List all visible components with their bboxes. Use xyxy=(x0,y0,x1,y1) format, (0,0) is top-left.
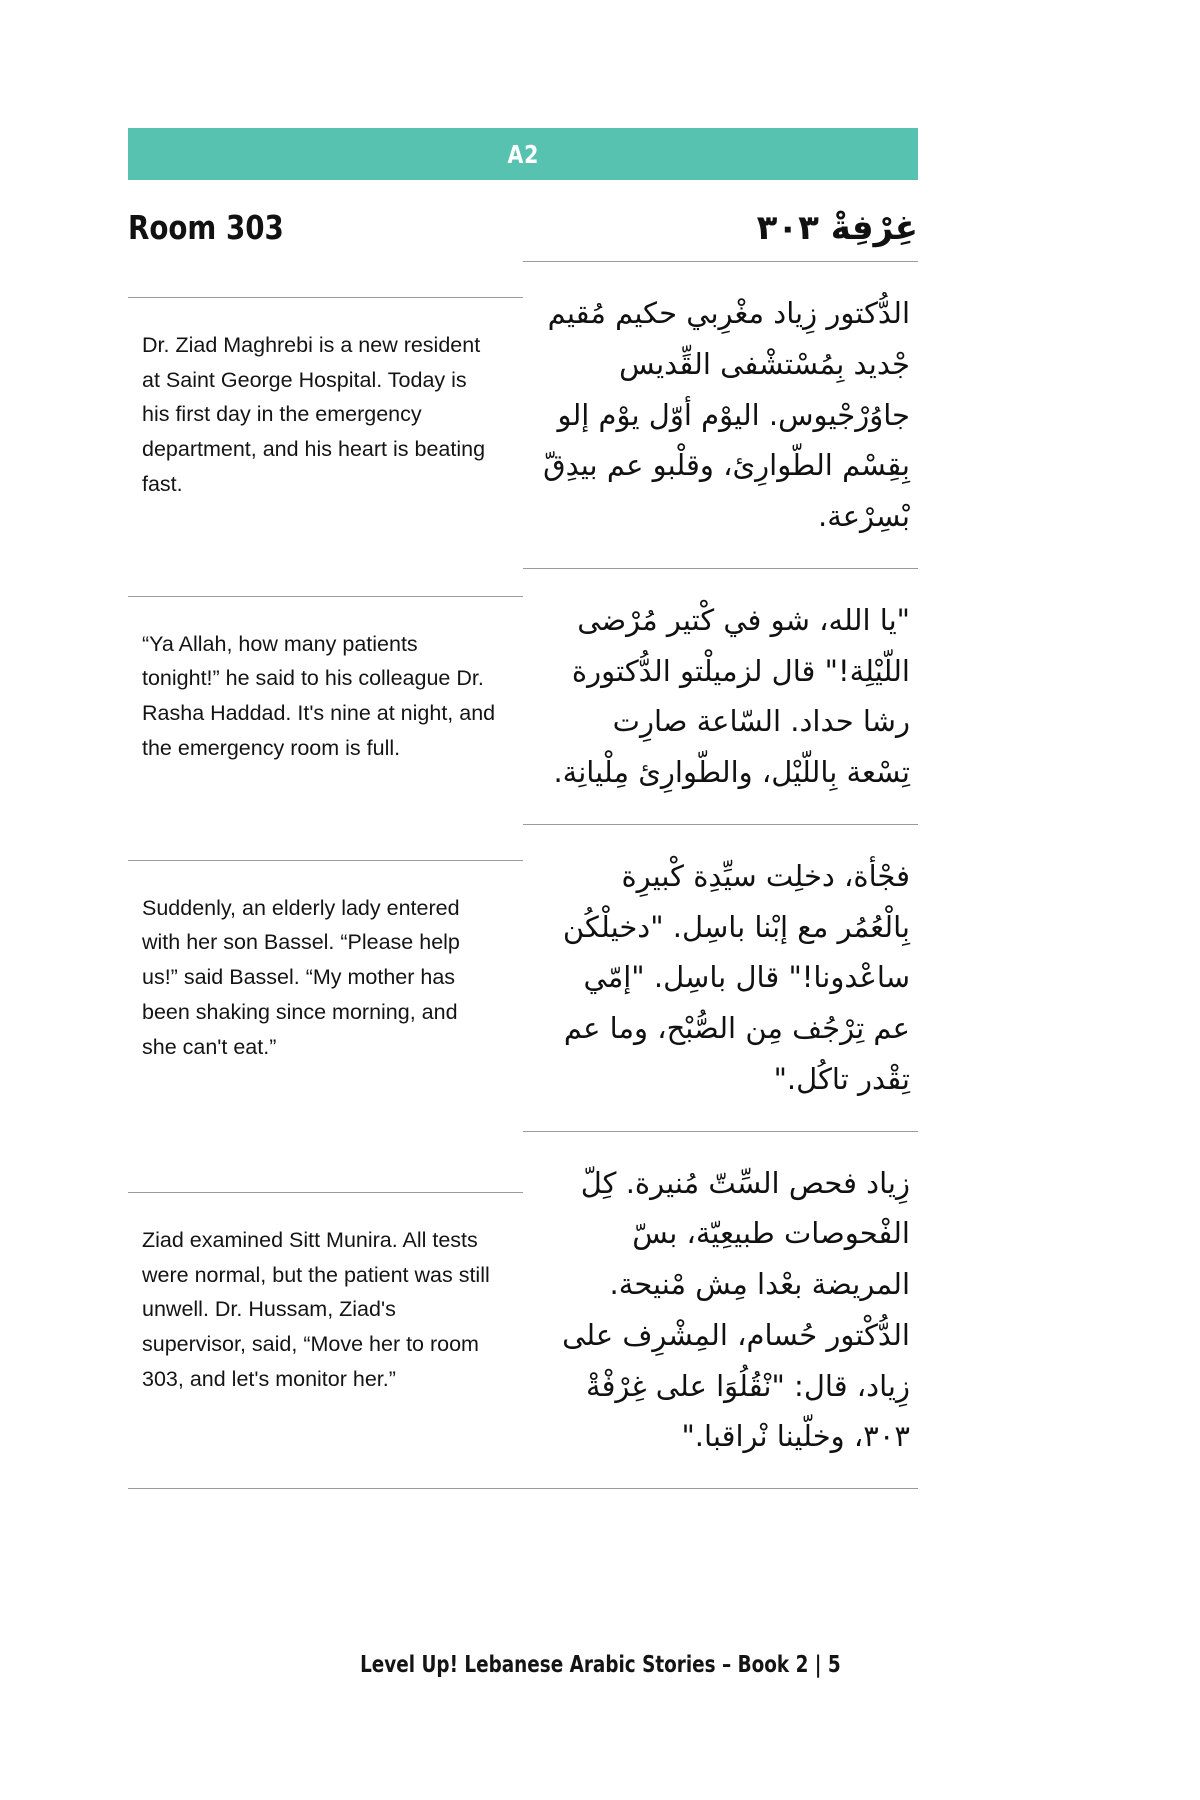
story-cell-english: “Ya Allah, how many patients tonight!” he said to his colleague Dr. Rasha Haddad. It's nine at night, and the emergency room is full. xyxy=(128,596,523,796)
table-row xyxy=(128,261,918,568)
story-title-arabic: غِرْفِةْ ٣٠٣ xyxy=(756,207,918,248)
story-cell-arabic: فجْأة، دخلِت سيِّدِة كْبيرِة بِالْعُمُر مع إبْنا باسِل. "دخيلْكُن ساعْدونا!" قال باسِل. "إمّي عم تِرْجُف مِن الصُّبْح، وما عم تِقْدر تاكُل." xyxy=(523,824,918,1131)
level-badge-label: A2 xyxy=(507,139,539,169)
table-row xyxy=(128,568,918,824)
page-content xyxy=(128,0,918,1489)
table-row xyxy=(128,824,918,1131)
story-cell-english: Dr. Ziad Maghrebi is a new resident at Saint George Hospital. Today is his first day in the emergency department, and his heart is beating fast. xyxy=(128,297,523,532)
footer-label: Level Up! Lebanese Arabic Stories – Book 2 | 5 xyxy=(359,1652,841,1678)
story-table xyxy=(128,261,918,1489)
table-row xyxy=(128,1131,918,1489)
story-cell-english: Suddenly, an elderly lady entered with her son Bassel. “Please help us!” said Bassel. “My mother has been shaking since morning, and she can't eat.” xyxy=(128,860,523,1095)
story-cell-arabic: زِياد فحص السِّتّ مُنيرة. كِلّ الفْحوصات طبيعِيّة، بسّ المريضة بعْدا مِش مْنيحة. الدُّكْتور حُسام، المِشْرِف على زِياد، قال: "نْقُلُوَا على غِرْفْةْ ٣٠٣، وخلّينا نْراقبا." xyxy=(523,1131,918,1489)
story-cell-english: Ziad examined Sitt Munira. All tests were normal, but the patient was still unwell. Dr. Hussam, Ziad's supervisor, said, “Move her to room 303, and let's monitor her.” xyxy=(128,1192,523,1427)
table-bottom-divider xyxy=(128,1488,918,1489)
story-cell-arabic: "يا الله، شو في كْتير مُرْضى اللّيْلِة!" قال لزميلْتو الدُّكتورة رشا حداد. السّاعة صارِت تِسْعة بِاللّيْل، والطّوارِئ مِلْيانِة. xyxy=(523,568,918,824)
page-footer xyxy=(0,1652,1200,1678)
story-title-english: Room 303 xyxy=(128,208,284,247)
story-cell-arabic: الدُّكتور زِياد مغْرِبي حكيم مُقيم جْديد بِمُسْتشْفى القِّديس جاوُرْجْيوس. اليوْم أوّل يوْم إلو بِقِسْم الطّوارِئ، وقلْبو عم بيدِقّ بْسِرْعة. xyxy=(523,261,918,568)
level-banner xyxy=(128,128,918,180)
story-title-row xyxy=(128,180,918,261)
